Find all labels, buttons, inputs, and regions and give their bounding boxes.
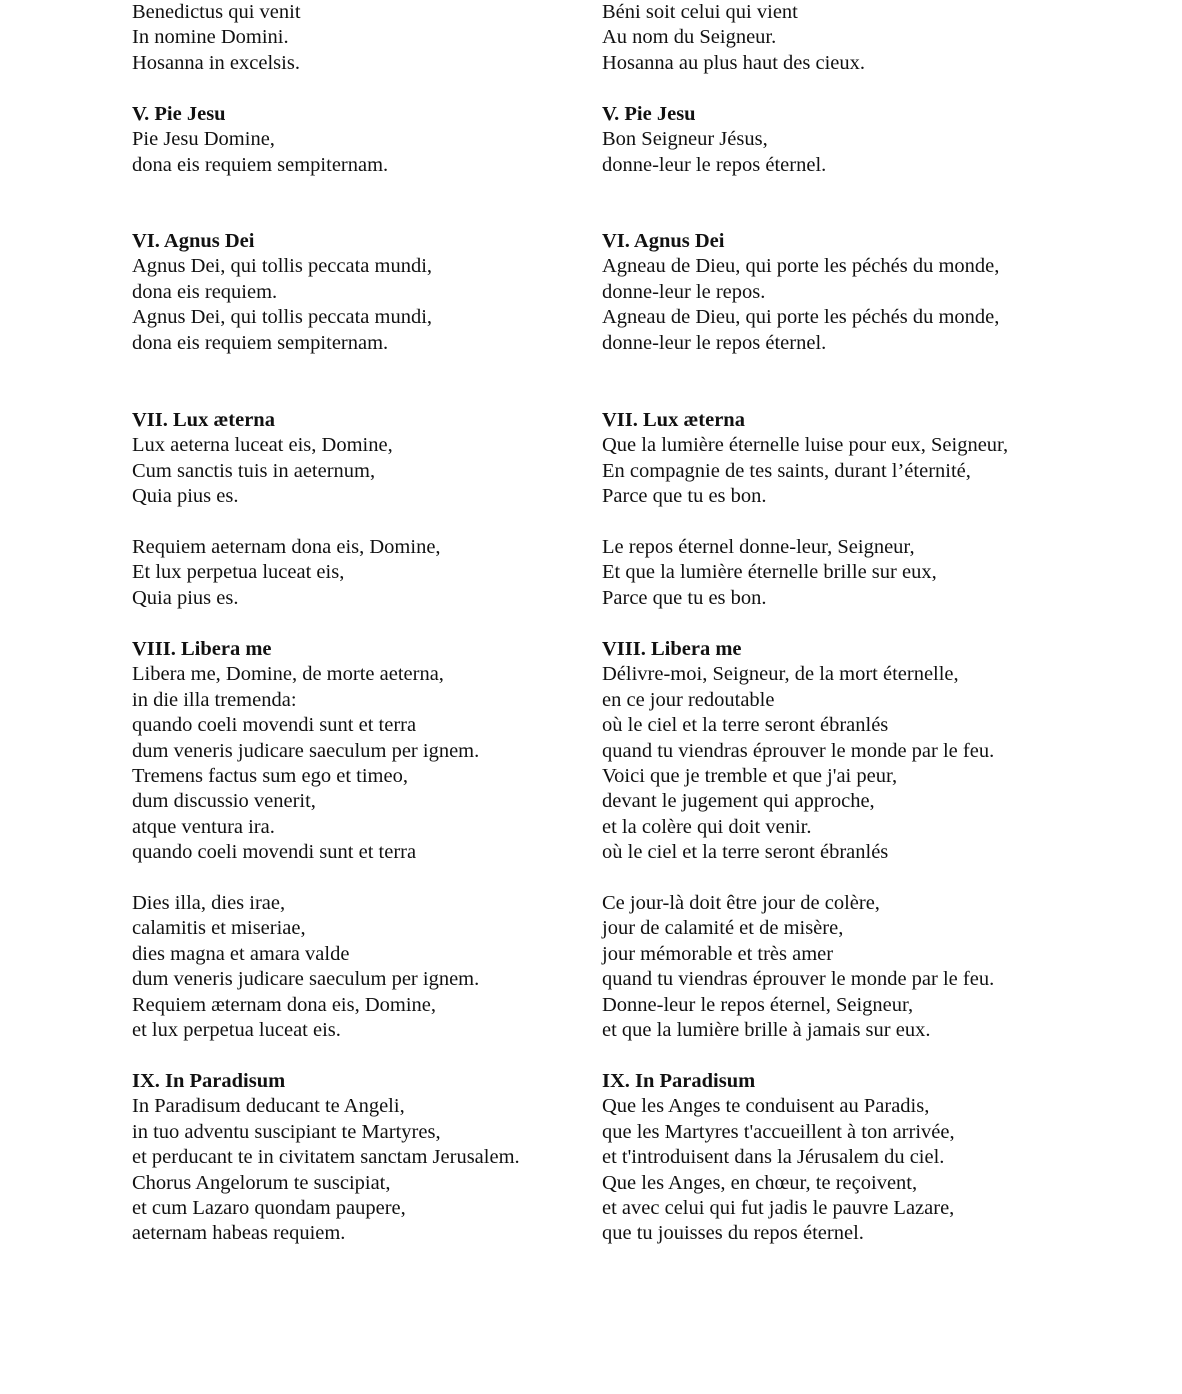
verse-line: dum discussio venerit, <box>132 790 316 813</box>
section-heading: IX. In Paradisum <box>132 1070 286 1092</box>
french-lux-aeterna-stanza-2 <box>602 535 1162 611</box>
verse-line: calamitis et miseriae, <box>132 917 306 940</box>
verse-line: Le repos éternel donne-leur, Seigneur, <box>602 536 915 558</box>
latin-agnus-dei <box>132 229 582 356</box>
verse-line: Délivre-moi, Seigneur, de la mort éternelle, <box>602 663 959 686</box>
verse-line: Ce jour-là doit être jour de colère, <box>602 892 880 914</box>
verse-line: Dies illa, dies irae, <box>132 892 286 914</box>
verse-line: dona eis requiem. <box>132 280 278 303</box>
verse-line: Que les Anges te conduisent au Paradis, <box>602 1095 930 1118</box>
verse-line: quando coeli movendi sunt et terra <box>132 714 417 737</box>
verse-line: in tuo adventu suscipiant te Martyres, <box>132 1120 441 1143</box>
verse-line: quando coeli movendi sunt et terra <box>132 841 417 864</box>
latin-pie-jesu <box>132 102 582 178</box>
verse-line: où le ciel et la terre seront ébranlés <box>602 714 889 737</box>
verse-line: Agneau de Dieu, qui porte les péchés du monde, <box>602 306 1000 329</box>
verse-line: et que la lumière brille à jamais sur eux. <box>602 1018 931 1041</box>
verse-line: que tu jouisses du repos éternel. <box>602 1222 864 1245</box>
verse-line: que les Martyres t'accueillent à ton arrivée, <box>602 1120 955 1143</box>
section-heading: VI. Agnus Dei <box>132 230 255 252</box>
verse-line: et la colère qui doit venir. <box>602 815 812 838</box>
verse-line: Cum sanctis tuis in aeternum, <box>132 459 376 482</box>
latin-libera-me-stanza-2 <box>132 891 582 1043</box>
verse-line: Agnus Dei, qui tollis peccata mundi, <box>132 255 433 278</box>
verse-line: quand tu viendras éprouver le monde par le feu. <box>602 739 995 762</box>
verse-line: Et que la lumière éternelle brille sur eux, <box>602 561 937 584</box>
verse-line: Parce que tu es bon. <box>602 485 767 508</box>
verse-line: dies magna et amara valde <box>132 942 350 965</box>
section-heading: V. Pie Jesu <box>602 103 696 125</box>
verse-line: Lux aeterna luceat eis, Domine, <box>132 434 393 457</box>
french-agnus-dei <box>602 229 1162 356</box>
verse-line: Donne-leur le repos éternel, Seigneur, <box>602 993 914 1016</box>
latin-in-paradisum <box>132 1069 582 1247</box>
verse-line: Agnus Dei, qui tollis peccata mundi, <box>132 306 433 329</box>
verse-line: Et lux perpetua luceat eis, <box>132 561 345 584</box>
verse-line: In Paradisum deducant te Angeli, <box>132 1095 405 1118</box>
french-libera-me-stanza-2 <box>602 891 1162 1043</box>
verse-line: Quia pius es. <box>132 586 239 609</box>
verse-line: Agneau de Dieu, qui porte les péchés du monde, <box>602 255 1000 278</box>
verse-line: Au nom du Seigneur. <box>602 26 777 49</box>
latin-libera-me <box>132 637 582 866</box>
verse-line: dum veneris judicare saeculum per ignem. <box>132 739 480 762</box>
latin-sanctus-tail <box>132 0 582 76</box>
latin-lux-aeterna <box>132 408 582 510</box>
section-heading: VIII. Libera me <box>132 638 272 660</box>
section-heading: VIII. Libera me <box>602 638 742 660</box>
french-lux-aeterna <box>602 408 1162 510</box>
verse-line: En compagnie de tes saints, durant l’éternité, <box>602 459 971 482</box>
verse-line: in die illa tremenda: <box>132 688 297 711</box>
section-heading: V. Pie Jesu <box>132 103 226 125</box>
verse-line: Tremens factus sum ego et timeo, <box>132 764 408 787</box>
verse-line: Requiem aeternam dona eis, Domine, <box>132 536 441 558</box>
verse-line: et lux perpetua luceat eis. <box>132 1018 341 1041</box>
verse-line: Hosanna au plus haut des cieux. <box>602 51 866 74</box>
french-in-paradisum <box>602 1069 1162 1247</box>
verse-line: jour mémorable et très amer <box>602 942 834 965</box>
verse-line: dona eis requiem sempiternam. <box>132 331 389 354</box>
verse-line: quand tu viendras éprouver le monde par le feu. <box>602 968 995 991</box>
verse-line: Parce que tu es bon. <box>602 586 767 609</box>
verse-line: Bon Seigneur Jésus, <box>602 128 768 151</box>
section-heading: IX. In Paradisum <box>602 1070 756 1092</box>
verse-line: donne-leur le repos. <box>602 280 766 303</box>
verse-line: atque ventura ira. <box>132 815 275 838</box>
french-libera-me <box>602 637 1162 866</box>
verse-line: où le ciel et la terre seront ébranlés <box>602 841 889 864</box>
verse-line: jour de calamité et de misère, <box>602 917 844 940</box>
section-heading: VII. Lux æterna <box>132 409 275 431</box>
verse-line: Requiem æternam dona eis, Domine, <box>132 993 437 1016</box>
section-heading: VI. Agnus Dei <box>602 230 725 252</box>
verse-line: devant le jugement qui approche, <box>602 790 875 813</box>
verse-line: aeternam habeas requiem. <box>132 1222 346 1245</box>
verse-line: In nomine Domini. <box>132 26 289 49</box>
verse-line: Quia pius es. <box>132 485 239 508</box>
verse-line: Benedictus qui venit <box>132 1 301 23</box>
verse-line: Chorus Angelorum te suscipiat, <box>132 1171 391 1194</box>
verse-line: et t'introduisent dans la Jérusalem du ciel. <box>602 1146 945 1169</box>
latin-lux-aeterna-stanza-2 <box>132 535 582 611</box>
verse-line: dum veneris judicare saeculum per ignem. <box>132 968 480 991</box>
french-sanctus-tail <box>602 0 1162 76</box>
verse-line: et cum Lazaro quondam paupere, <box>132 1196 406 1219</box>
verse-line: Béni soit celui qui vient <box>602 1 798 23</box>
section-heading: VII. Lux æterna <box>602 409 745 431</box>
verse-line: Libera me, Domine, de morte aeterna, <box>132 663 444 686</box>
verse-line: donne-leur le repos éternel. <box>602 153 827 176</box>
verse-line: Voici que je tremble et que j'ai peur, <box>602 764 898 787</box>
verse-line: dona eis requiem sempiternam. <box>132 153 389 176</box>
verse-line: et avec celui qui fut jadis le pauvre Lazare, <box>602 1196 955 1219</box>
french-pie-jesu <box>602 102 1162 178</box>
verse-line: et perducant te in civitatem sanctam Jerusalem. <box>132 1146 520 1169</box>
verse-line: Hosanna in excelsis. <box>132 51 300 74</box>
verse-line: Pie Jesu Domine, <box>132 128 275 151</box>
verse-line: en ce jour redoutable <box>602 688 775 711</box>
verse-line: Que la lumière éternelle luise pour eux, Seigneur, <box>602 434 1009 457</box>
verse-line: Que les Anges, en chœur, te reçoivent, <box>602 1171 918 1194</box>
verse-line: donne-leur le repos éternel. <box>602 331 827 354</box>
